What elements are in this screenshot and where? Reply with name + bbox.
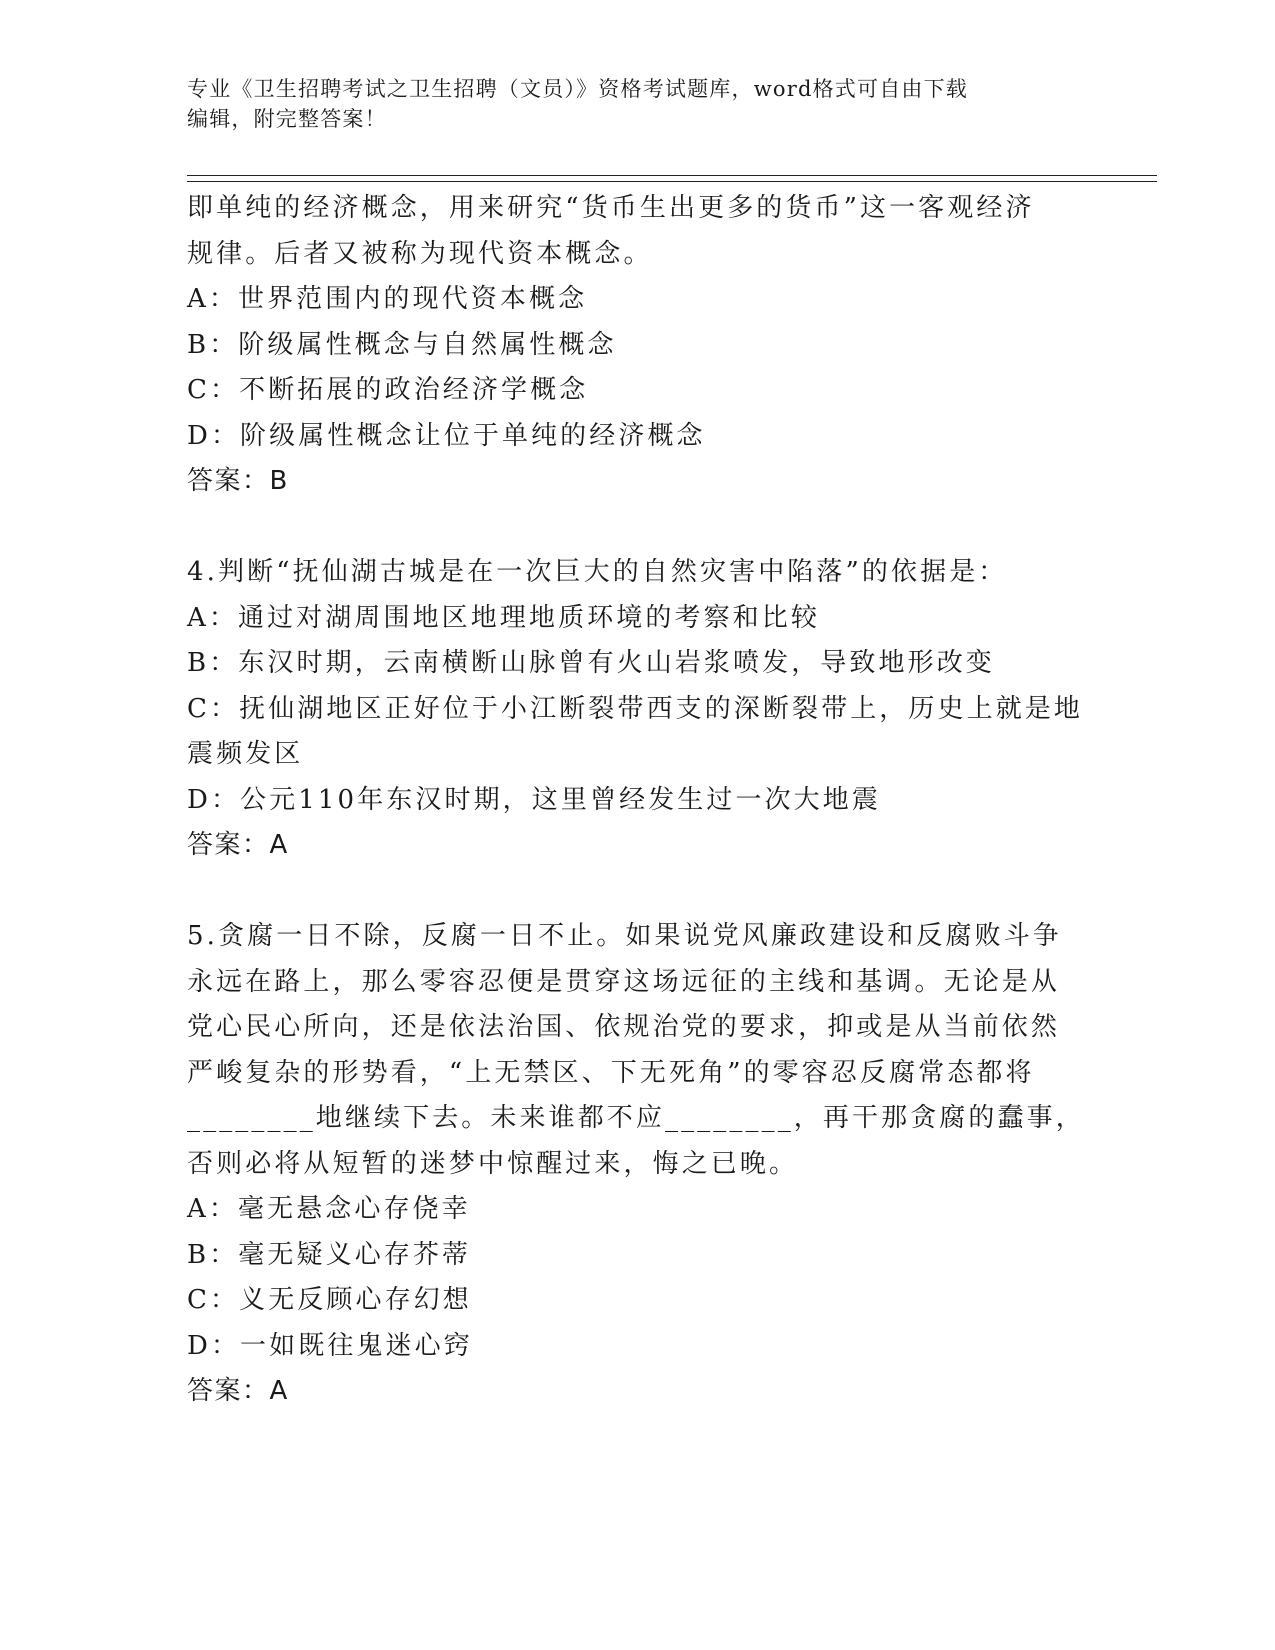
- spacer: [187, 869, 1087, 915]
- q5-option-a: A：毫无悬念心存侥幸: [187, 1194, 471, 1224]
- q4-option-b: B：东汉时期，云南横断山脉曾有火山岩浆喷发，导致地形改变: [187, 648, 995, 678]
- q4-option-a: A：通过对湖周围地区地理地质环境的考察和比较: [187, 602, 820, 633]
- q3-option-a: A：世界范围内的现代资本概念: [187, 284, 588, 314]
- q5-stem-line-4: 严峻复杂的形势看，“上无禁区、下无死角”的零容忍反腐常态都将: [187, 1057, 1035, 1088]
- q5-stem-line-6: 否则必将从短暂的迷梦中惊醒过来，悔之已晚。: [187, 1148, 799, 1179]
- q5-answer: 答案：A: [187, 1376, 289, 1406]
- q5-option-b: B：毫无疑义心存芥蒂: [187, 1239, 472, 1270]
- q3-option-b: B：阶级属性概念与自然属性概念: [187, 329, 617, 360]
- q3-option-d: D：阶级属性概念让位于单纯的经济概念: [187, 420, 706, 451]
- spacer: [187, 505, 1087, 551]
- q5-stem-line-1: 5.贪腐一日不除，反腐一日不止。如果说党风廉政建设和反腐败斗争: [187, 921, 1062, 951]
- q5-option-c: C：义无反顾心存幻想: [187, 1285, 472, 1315]
- q3-answer: 答案：B: [187, 466, 289, 496]
- q4-answer: 答案：A: [187, 830, 289, 860]
- q5-option-d: D：一如既往鬼迷心窍: [187, 1330, 473, 1361]
- header-rule-bottom: [187, 181, 1157, 182]
- q3-stem-line-2: 规律。后者又被称为现代资本概念。: [187, 238, 653, 269]
- q5-stem-line-2: 永远在路上，那么零容忍便是贯穿这场远征的主线和基调。无论是从: [187, 966, 1061, 997]
- question-content: [187, 186, 1087, 1415]
- header-line-2: 编辑，附完整答案！: [187, 107, 387, 131]
- q4-option-c-line-2: 震频发区: [187, 739, 304, 769]
- q4-option-c-line-1: C：抚仙湖地区正好位于小江断裂带西支的深断裂带上，历史上就是地: [187, 693, 1083, 724]
- q4-option-d: D：公元110年东汉时期，这里曾经发生过一次大地震: [187, 784, 881, 815]
- q5-stem-line-3: 党心民心所向，还是依法治国、依规治党的要求，抑或是从当前依然: [187, 1012, 1061, 1042]
- q4-stem-line-1: 4.判断“抚仙湖古城是在一次巨大的自然灾害中陷落”的依据是：: [187, 557, 1008, 587]
- q3-option-c: C：不断拓展的政治经济学概念: [187, 375, 589, 405]
- header-rule-top: [187, 175, 1157, 176]
- page-header: [187, 74, 1067, 134]
- q5-stem-line-5: ________地继续下去。未来谁都不应________，再干那贪腐的蠢事，: [187, 1103, 1085, 1133]
- q3-stem-line-1: 即单纯的经济概念，用来研究“货币生出更多的货币”这一客观经济: [187, 193, 1035, 223]
- header-line-1: 专业《卫生招聘考试之卫生招聘（文员）》资格考试题库，word格式可自由下载: [187, 77, 968, 101]
